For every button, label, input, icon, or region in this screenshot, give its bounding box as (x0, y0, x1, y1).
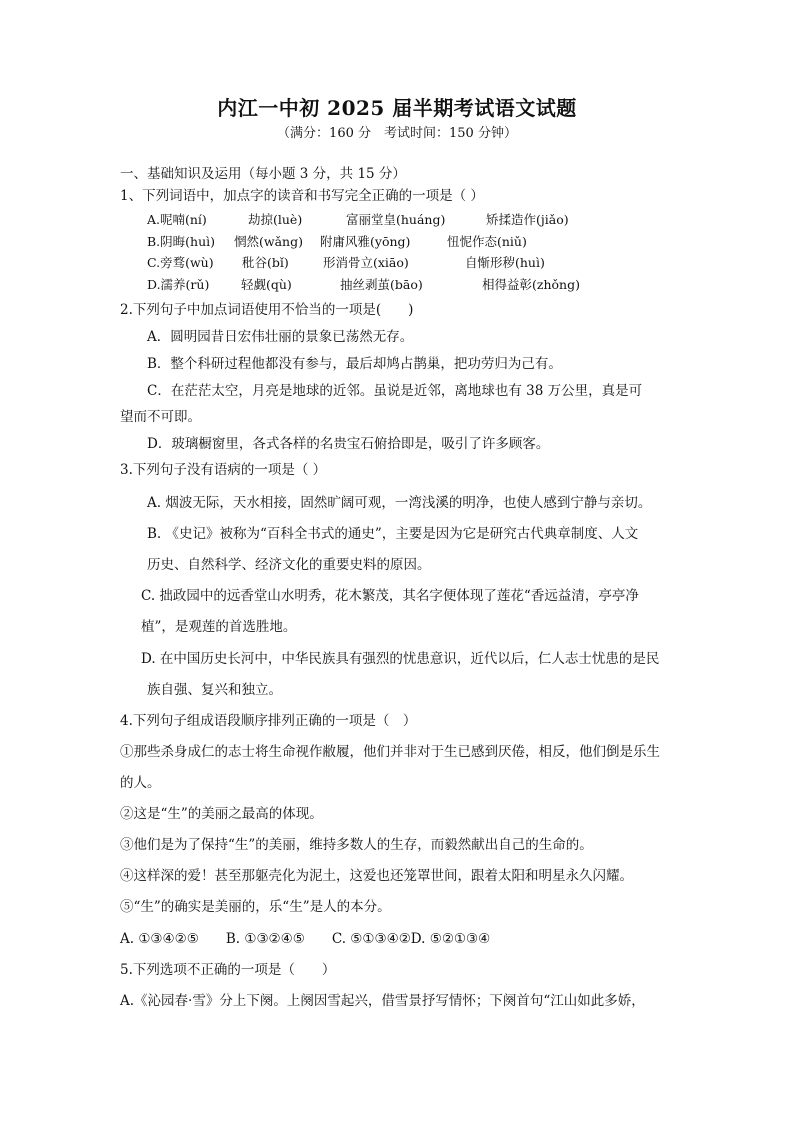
q1-option-d-1: D.濡养(rǔ) (147, 277, 210, 292)
q1-option-b-2: 惘然(wǎng) (234, 234, 303, 249)
q2-option-a: A．圆明园昔日宏伟壮丽的景象已荡然无存。 (147, 329, 414, 345)
q1-option-a-1: A.呢喃(ní) (147, 212, 207, 227)
q4-sentence-3: ③他们是为了保持“生”的美丽，维持多数人的生存，而毅然献出自己的生命的。 (120, 837, 593, 853)
q1-option-b-3: 附庸风雅(yōng) (320, 234, 411, 249)
q3-option-c-line2: 植”，是观莲的首选胜地。 (141, 619, 297, 635)
page-title: 内江一中初 2025 届半期考试语文试题 (217, 96, 577, 120)
q1-option-d-2: 轻觑(qù) (241, 277, 292, 292)
q1-option-c-2: 秕谷(bǐ) (242, 255, 289, 270)
q3-option-b-line2: 历史、自然科学、经济文化的重要史料的原因。 (147, 557, 431, 573)
q1-option-a-3: 富丽堂皇(huáng) (346, 212, 446, 227)
q1-stem: 1、下列词语中，加点字的读音和书写完全正确的一项是（ ） (120, 188, 484, 204)
q1-option-d-3: 抽丝剥茧(bāo) (340, 277, 423, 292)
section-heading: 一、基础知识及运用（每小题 3 分，共 15 分） (120, 166, 406, 182)
q3-option-d-line1: D. 在中国历史长河中，中华民族具有强烈的忧患意识，近代以后，仁人志士忧患的是民 (141, 651, 660, 667)
q4-sentence-2: ②这是“生”的美丽之最高的体现。 (120, 806, 323, 822)
q2-option-b: B．整个科研过程他都没有参与，最后却鸠占鹊巢，把功劳归为己有。 (147, 356, 562, 372)
q5-option-a: A.《沁园春·雪》分上下阕。上阕因雪起兴，借雪景抒写情怀；下阕首句“江山如此多娇， (120, 993, 645, 1009)
q1-option-d-4: 相得益彰(zhǒng) (482, 277, 580, 292)
q1-option-a-4: 矫揉造作(jiǎo) (486, 212, 569, 227)
q2-option-c-line2: 望而不可即。 (120, 409, 201, 425)
q2-stem: 2.下列句子中加点词语使用不恰当的一项是( ) (120, 302, 414, 318)
q5-stem: 5.下列选项不正确的一项是（ ） (120, 962, 336, 978)
q1-option-b-1: B.阴晦(huì) (147, 234, 216, 249)
q4-sentence-1-line2: 的人。 (120, 775, 161, 791)
q3-option-b-line1: B. 《史记》被称为“百科全书式的通史”，主要是因为它是研究古代典章制度、人文 (147, 526, 639, 542)
q4-options: A. ①③④②⑤ B. ①③②④⑤ C. ⑤①③④②D. ⑤②①③④ (120, 931, 491, 947)
q1-option-c-3: 形消骨立(xiāo) (323, 255, 409, 270)
q1-option-c-1: C.旁骛(wù) (147, 255, 214, 270)
q4-sentence-5: ⑤“生”的确实是美丽的，乐“生”是人的本分。 (120, 899, 391, 915)
q4-sentence-4: ④这样深的爱！甚至那躯壳化为泥土，这爱也还笼罩世间，跟着太阳和明星永久闪耀。 (120, 868, 633, 884)
q4-stem: 4.下列句子组成语段顺序排列正确的一项是（ ） (120, 713, 417, 729)
q2-option-c-line1: C．在茫茫太空，月亮是地球的近邻。虽说是近邻，离地球也有 38 万公里，真是可 (147, 383, 643, 399)
q2-option-d: D．玻璃橱窗里，各式各样的名贵宝石俯拾即是，吸引了许多顾客。 (147, 436, 550, 452)
q1-option-c-4: 自惭形秽(huì) (465, 255, 545, 270)
q3-option-d-line2: 族自强、复兴和独立。 (147, 682, 282, 698)
q3-option-c-line1: C. 拙政园中的远香堂山水明秀，花木繁茂，其名字便体现了莲花“香远益清，亭亭净 (141, 588, 639, 604)
q3-option-a: A. 烟波无际，天水相接，固然旷阔可观，一湾浅溪的明净，也使人感到宁静与亲切。 (147, 495, 652, 511)
q4-sentence-1-line1: ①那些杀身成仁的志士将生命视作敝履，他们并非对于生已感到厌倦，相反，他们倒是乐生 (120, 744, 660, 760)
q3-stem: 3.下列句子没有语病的一项是（ ） (120, 462, 327, 478)
q1-option-b-4: 忸怩作态(niǔ) (447, 234, 527, 249)
q1-option-a-2: 劫掠(luè) (248, 212, 303, 227)
page-subtitle: （满分：160 分 考试时间：150 分钟） (277, 126, 517, 141)
